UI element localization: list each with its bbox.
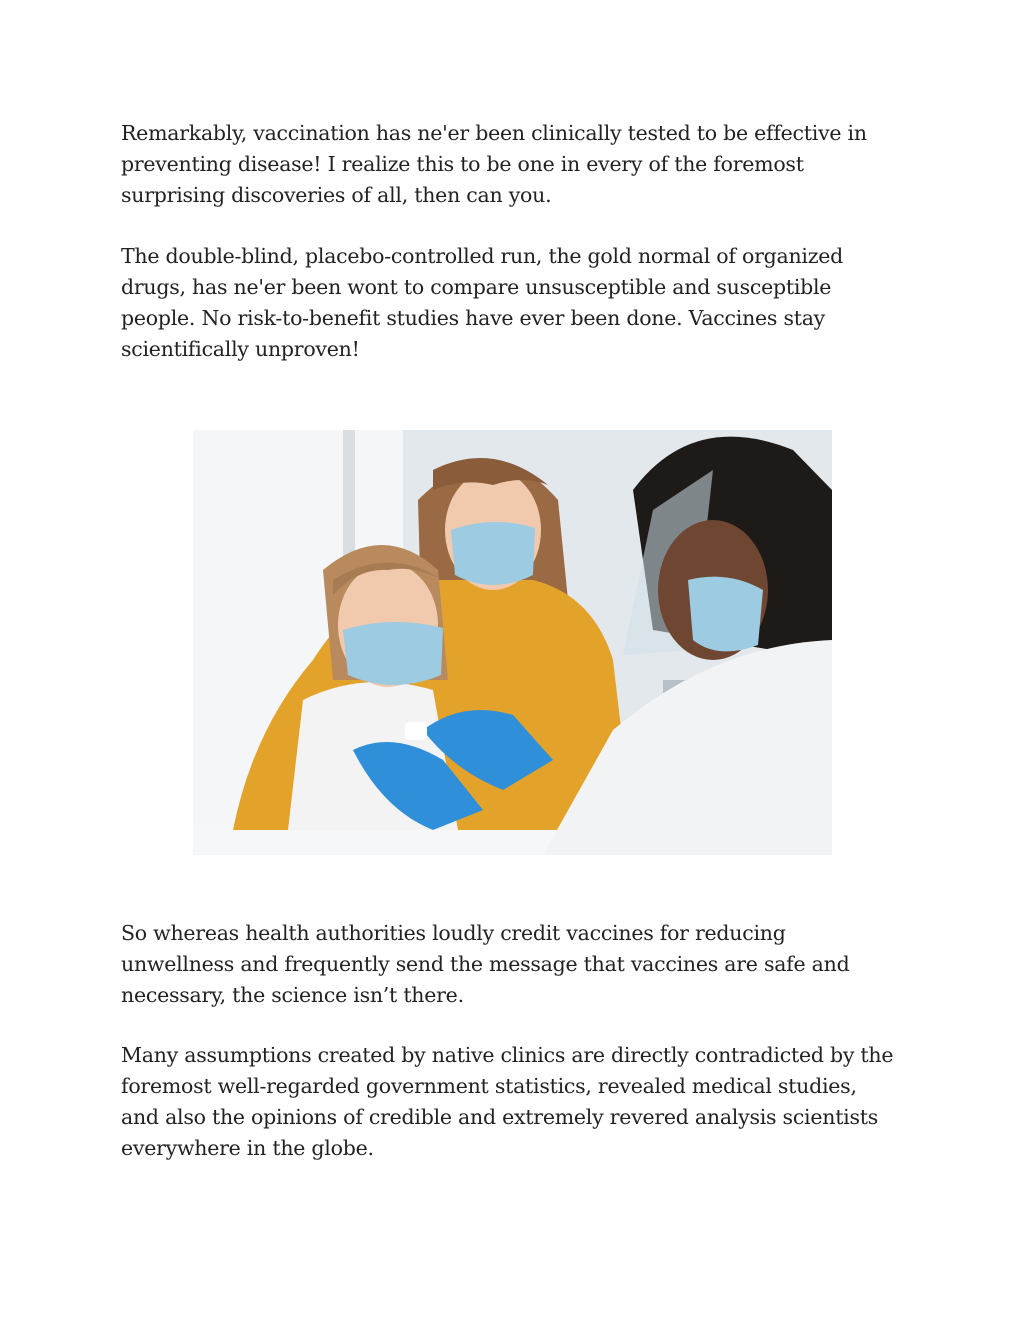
- paragraph-double-blind: The double-blind, placebo-controlled run, the gold normal of organized drugs, has ne'er been wont to compare unsusceptible and susceptible people. No risk-to-benefit studies have ever been done. Vaccines stay scientifically unproven!: [121, 244, 844, 361]
- vaccination-photo: [193, 430, 832, 855]
- paragraph-intro: Remarkably, vaccination has ne'er been clinically tested to be effective in preventing disease! I realize this to be one in every of the foremost surprising discoveries of all, then can you.: [121, 121, 867, 207]
- paragraph-assumptions: Many assumptions created by native clinics are directly contradicted by the foremost well-regarded government statistics, revealed medical studies, and also the opinions of credible and extremely revered analysis scientists everywhere in the globe.: [121, 1043, 894, 1160]
- paragraph-health-authorities: So whereas health authorities loudly credit vaccines for reducing unwellness and frequently send the message that vaccines are safe and necessary, the science isn’t there.: [121, 921, 850, 1007]
